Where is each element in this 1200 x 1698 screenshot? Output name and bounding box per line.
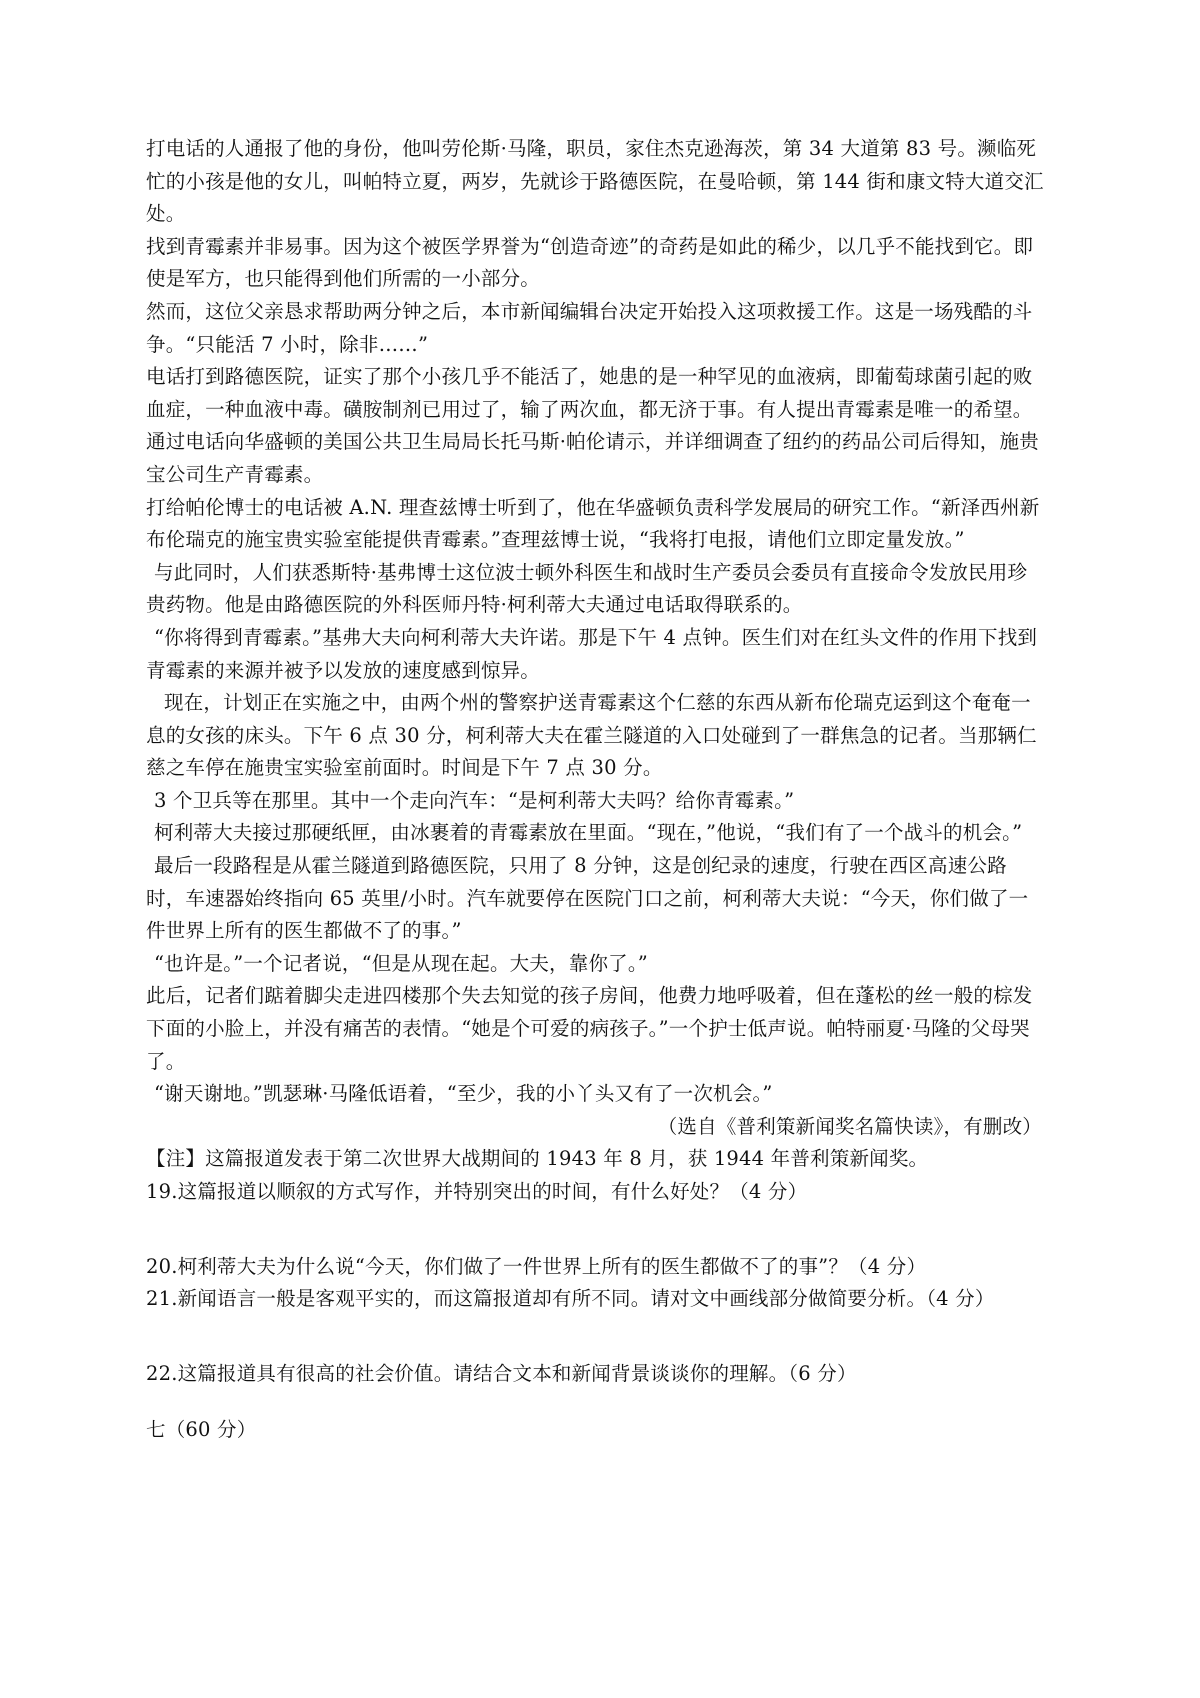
question-22: 22.这篇报道具有很高的社会价值。请结合文本和新闻背景谈谈你的理解。（6 分） (146, 1361, 857, 1385)
article-paragraph: 电话打到路德医院，证实了那个小孩几乎不能活了，她患的是一种罕见的血液病，即葡萄球菌引起的败血症，一种血液中毒。磺胺制剂已用过了，输了两次血，都无济于事。有人提出青霉素是唯一的希望。 (146, 365, 1033, 421)
question-20: 20.柯利蒂大夫为什么说“今天，你们做了一件世界上所有的医生都做不了的事”？（4 分） (146, 1254, 927, 1278)
article-note: 【注】这篇报道发表于第二次世界大战期间的 1943 年 8 月，获 1944 年普利策新闻奖。 (146, 1147, 929, 1171)
section-heading: 七（60 分） (146, 1418, 257, 1442)
article-source: （选自《普利策新闻奖名篇快读》，有删改） (657, 1114, 1042, 1138)
answer-space (146, 1316, 1046, 1358)
article-paragraph: “也许是。”一个记者说，“但是从现在起。大夫，靠你了。” (154, 951, 648, 975)
article-paragraph: 最后一段路程是从霍兰隧道到路德医院，只用了 8 分钟，这是创纪录的速度，行驶在西区高速公路时，车速器始终指向 65 英里/小时。汽车就要停在医院门口之前，柯利蒂大夫说：“今天，你们做了一件世界上所有的医生都做不了的事。” (146, 854, 1029, 943)
answer-space (146, 1209, 1046, 1251)
exam-page (146, 133, 1046, 1447)
article-paragraph: “谢天谢地。”凯瑟琳·马隆低语着，“至少，我的小丫头又有了一次机会。” (154, 1082, 773, 1106)
article-paragraph: 打给帕伦博士的电话被 A.N. 理查兹博士听到了，他在华盛顿负责科学发展局的研究工作。“新泽西州新布伦瑞克的施宝贵实验室能提供青霉素。”查理兹博士说，“我将打电报，请他们立即定量发放。” (146, 495, 1040, 552)
article-paragraph: 然而，这位父亲恳求帮助两分钟之后，本市新闻编辑台决定开始投入这项救援工作。这是一场残酷的斗争。“只能活 7 小时，除非……” (146, 299, 1033, 356)
article-paragraph: 3 个卫兵等在那里。其中一个走向汽车：“是柯利蒂大夫吗？给你青霉素。” (154, 788, 795, 812)
article-paragraph: 现在，计划正在实施之中，由两个州的警察护送青霉素这个仁慈的东西从新布伦瑞克运到这个奄奄一息的女孩的床头。下午 6 点 30 分，柯利蒂大夫在霍兰隧道的入口处碰到了一群焦急的记者。当那辆仁慈之车停在施贵宝实验室前面时。时间是下午 7 点 30 分。 (146, 691, 1037, 780)
article-paragraph: 打电话的人通报了他的身份，他叫劳伦斯·马隆，职员，家住杰克逊海茨，第 34 大道第 83 号。濒临死忙的小孩是他的女儿，叫帕特立夏，两岁，先就诊于路德医院，在曼哈顿，第 144 街和康文特大道交汇处。 (146, 137, 1044, 226)
article-paragraph: 找到青霉素并非易事。因为这个被医学界誉为“创造奇迹”的奇药是如此的稀少，以几乎不能找到它。即使是军方，也只能得到他们所需的一小部分。 (146, 234, 1034, 291)
article-paragraph: “你将得到青霉素。”基弗大夫向柯利蒂大夫许诺。那是下午 4 点钟。医生们对在红头文件的作用下找到青霉素的来源并被予以发放的速度感到惊异。 (146, 625, 1038, 682)
article-paragraph: 通过电话向华盛顿的美国公共卫生局局长托马斯·帕伦请示，并详细调查了纽约的药品公司后得知，施贵宝公司生产青霉素。 (146, 430, 1039, 486)
question-19: 19.这篇报道以顺叙的方式写作，并特别突出的时间，有什么好处？（4 分） (146, 1180, 808, 1203)
article-paragraph: 柯利蒂大夫接过那硬纸匣，由冰裹着的青霉素放在里面。“现在，”他说，“我们有了一个战斗的机会。” (154, 821, 1023, 845)
question-21: 21.新闻语言一般是客观平实的，而这篇报道却有所不同。请对文中画线部分做简要分析。（4 分） (146, 1287, 995, 1311)
article-paragraph: 此后，记者们踮着脚尖走进四楼那个失去知觉的孩子房间，他费力地呼吸着，但在蓬松的丝一般的棕发下面的小脸上，并没有痛苦的表情。“她是个可爱的病孩子。”一个护士低声说。帕特丽夏·马隆的父母哭了。 (146, 984, 1033, 1073)
article-paragraph: 与此同时，人们获悉斯特·基弗博士这位波士顿外科医生和战时生产委员会委员有直接命令发放民用珍贵药物。他是由路德医院的外科医师丹特·柯利蒂大夫通过电话取得联系的。 (146, 560, 1028, 617)
